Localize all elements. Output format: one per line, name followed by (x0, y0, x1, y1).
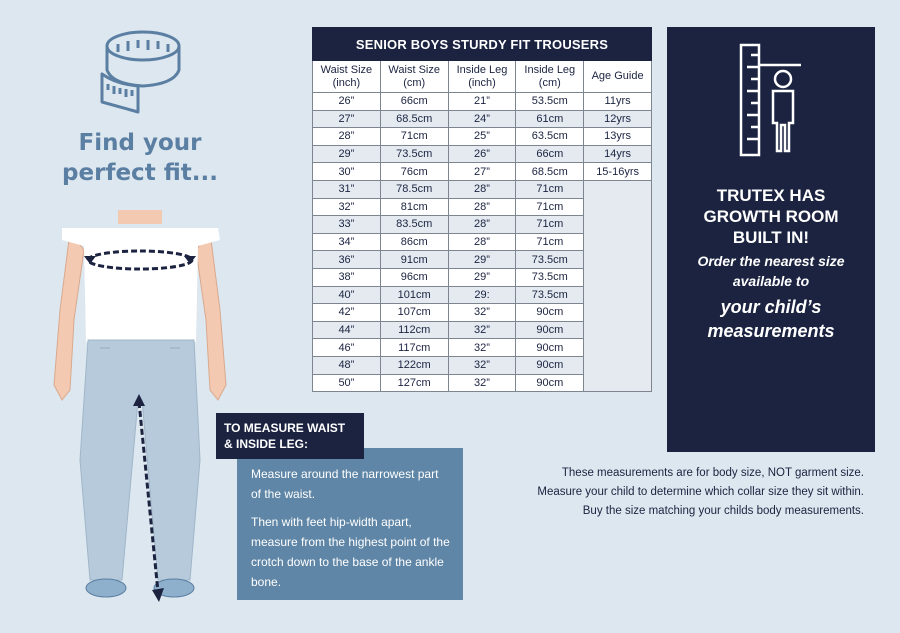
table-row (313, 93, 652, 111)
growth-room-title (667, 185, 875, 248)
age-guide-cell: 15-16yrs (584, 163, 652, 181)
column-header-line: Waist Size (320, 63, 373, 76)
waist-cm-cell: 76cm (380, 163, 448, 181)
waist-inch-cell: 30” (313, 163, 381, 181)
inside-leg-inch-cell: 21” (448, 93, 516, 111)
inside-leg-cm-cell: 71cm (516, 180, 584, 198)
column-header-line: Inside Leg (456, 63, 508, 76)
growth-room-subtitle (667, 251, 875, 291)
inside-leg-inch-cell: 25” (448, 128, 516, 146)
measure-instructions-box (237, 448, 463, 600)
growth-sub-line-2: available to (732, 273, 810, 289)
table-row (313, 110, 652, 128)
table-row (313, 145, 652, 163)
waist-inch-cell: 44” (313, 321, 381, 339)
waist-inch-cell: 32” (313, 198, 381, 216)
measurement-notes (470, 464, 864, 521)
inside-leg-cm-cell: 68.5cm (516, 163, 584, 181)
growth-sub-line-1: Order the nearest size (697, 253, 845, 269)
waist-inch-cell: 38” (313, 268, 381, 286)
inside-leg-cm-cell: 73.5cm (516, 286, 584, 304)
inside-leg-cm-cell: 73.5cm (516, 268, 584, 286)
column-header (313, 61, 381, 93)
waist-cm-cell: 71cm (380, 128, 448, 146)
headline-line-1: Find your (78, 130, 202, 156)
waist-inch-cell: 28” (313, 128, 381, 146)
inside-leg-inch-cell: 32” (448, 339, 516, 357)
waist-cm-cell: 91cm (380, 251, 448, 269)
inside-leg-cm-cell: 90cm (516, 374, 584, 392)
inside-leg-cm-cell: 66cm (516, 145, 584, 163)
inside-leg-inch-cell: 32” (448, 374, 516, 392)
inside-leg-inch-cell: 32” (448, 321, 516, 339)
inside-leg-inch-cell: 28” (448, 216, 516, 234)
waist-inch-cell: 27” (313, 110, 381, 128)
note-body-size: These measurements are for body size, NOT garment size. (561, 467, 864, 479)
inside-leg-inch-cell: 24” (448, 110, 516, 128)
column-header (448, 61, 516, 93)
growth-room-panel (667, 27, 875, 452)
waist-inch-cell: 36” (313, 251, 381, 269)
size-chart-table (312, 27, 652, 392)
column-header (380, 61, 448, 93)
measure-heading-line-2: & INSIDE LEG: (224, 437, 309, 451)
headline-line-2: perfect fit... (62, 160, 218, 186)
column-header-line: (inch) (468, 76, 496, 89)
boy-measurement-illustration (40, 210, 240, 630)
inside-leg-cm-cell: 90cm (516, 321, 584, 339)
age-guide-empty-cell (584, 180, 652, 391)
tape-measure-icon (98, 24, 188, 114)
note-buy-size: Buy the size matching your childs body measurements. (582, 505, 864, 517)
growth-room-emphasis (667, 295, 875, 343)
waist-cm-cell: 107cm (380, 304, 448, 322)
measure-heading (216, 413, 364, 459)
column-header-line: (cm) (538, 76, 561, 89)
table-title: SENIOR BOYS STURDY FIT TROUSERS (313, 28, 652, 61)
inside-leg-cm-cell: 90cm (516, 356, 584, 374)
find-your-fit-headline (40, 128, 240, 188)
inside-leg-cm-cell: 71cm (516, 198, 584, 216)
column-header-line: (cm) (403, 76, 426, 89)
inside-leg-inch-cell: 26” (448, 145, 516, 163)
inside-leg-inch-cell: 29” (448, 268, 516, 286)
inside-leg-inch-cell: 28” (448, 233, 516, 251)
inside-leg-inch-cell: 29” (448, 251, 516, 269)
waist-inch-cell: 42” (313, 304, 381, 322)
inside-leg-cm-cell: 73.5cm (516, 251, 584, 269)
inside-leg-inch-cell: 28” (448, 198, 516, 216)
growth-big-line-2: measurements (707, 321, 835, 341)
waist-inch-cell: 46” (313, 339, 381, 357)
measure-inside-leg-text: Then with feet hip-width apart, measure from the highest point of the crotch down to the base of the ankle bone. (251, 515, 450, 589)
growth-title-line-3: BUILT IN! (732, 228, 810, 247)
waist-cm-cell: 66cm (380, 93, 448, 111)
inside-leg-cm-cell: 71cm (516, 216, 584, 234)
waist-cm-cell: 122cm (380, 356, 448, 374)
waist-inch-cell: 34” (313, 233, 381, 251)
column-header-line: (inch) (332, 76, 361, 89)
inside-leg-cm-cell: 90cm (516, 339, 584, 357)
age-guide-cell: 12yrs (584, 110, 652, 128)
table-header-row (313, 61, 652, 93)
waist-cm-cell: 68.5cm (380, 110, 448, 128)
waist-cm-cell: 73.5cm (380, 145, 448, 163)
waist-inch-cell: 48” (313, 356, 381, 374)
waist-cm-cell: 112cm (380, 321, 448, 339)
growth-title-line-2: GROWTH ROOM (703, 207, 839, 226)
growth-big-line-1: your child’s (720, 297, 822, 317)
waist-cm-cell: 117cm (380, 339, 448, 357)
inside-leg-inch-cell: 28” (448, 180, 516, 198)
inside-leg-inch-cell: 32” (448, 304, 516, 322)
waist-cm-cell: 101cm (380, 286, 448, 304)
measure-heading-line-1: TO MEASURE WAIST (224, 421, 346, 435)
inside-leg-cm-cell: 90cm (516, 304, 584, 322)
age-guide-cell: 13yrs (584, 128, 652, 146)
inside-leg-inch-cell: 29: (448, 286, 516, 304)
column-header-line: Inside Leg (524, 63, 576, 76)
waist-inch-cell: 31” (313, 180, 381, 198)
column-header (516, 61, 584, 93)
age-guide-cell: 14yrs (584, 145, 652, 163)
table-row (313, 163, 652, 181)
waist-cm-cell: 127cm (380, 374, 448, 392)
waist-cm-cell: 96cm (380, 268, 448, 286)
inside-leg-cm-cell: 63.5cm (516, 128, 584, 146)
inside-leg-cm-cell: 71cm (516, 233, 584, 251)
table-body (313, 93, 652, 392)
measure-waist-text: Measure around the narrowest part of the waist. (251, 467, 439, 501)
waist-cm-cell: 86cm (380, 233, 448, 251)
height-measure-icon (739, 43, 803, 158)
column-header (584, 61, 652, 93)
table-row (313, 128, 652, 146)
inside-leg-cm-cell: 61cm (516, 110, 584, 128)
inside-leg-inch-cell: 27” (448, 163, 516, 181)
inside-leg-cm-cell: 53.5cm (516, 93, 584, 111)
column-header-line: Age Guide (591, 70, 644, 82)
note-collar-size: Measure your child to determine which collar size they sit within. (537, 486, 864, 498)
age-guide-cell: 11yrs (584, 93, 652, 111)
table-row (313, 180, 652, 198)
waist-cm-cell: 78.5cm (380, 180, 448, 198)
column-header-line: Waist Size (388, 63, 440, 76)
waist-cm-cell: 81cm (380, 198, 448, 216)
waist-inch-cell: 26” (313, 93, 381, 111)
waist-inch-cell: 29” (313, 145, 381, 163)
inside-leg-inch-cell: 32” (448, 356, 516, 374)
waist-inch-cell: 40” (313, 286, 381, 304)
growth-title-line-1: TRUTEX HAS (716, 186, 826, 205)
waist-cm-cell: 83.5cm (380, 216, 448, 234)
waist-inch-cell: 33” (313, 216, 381, 234)
waist-inch-cell: 50” (313, 374, 381, 392)
